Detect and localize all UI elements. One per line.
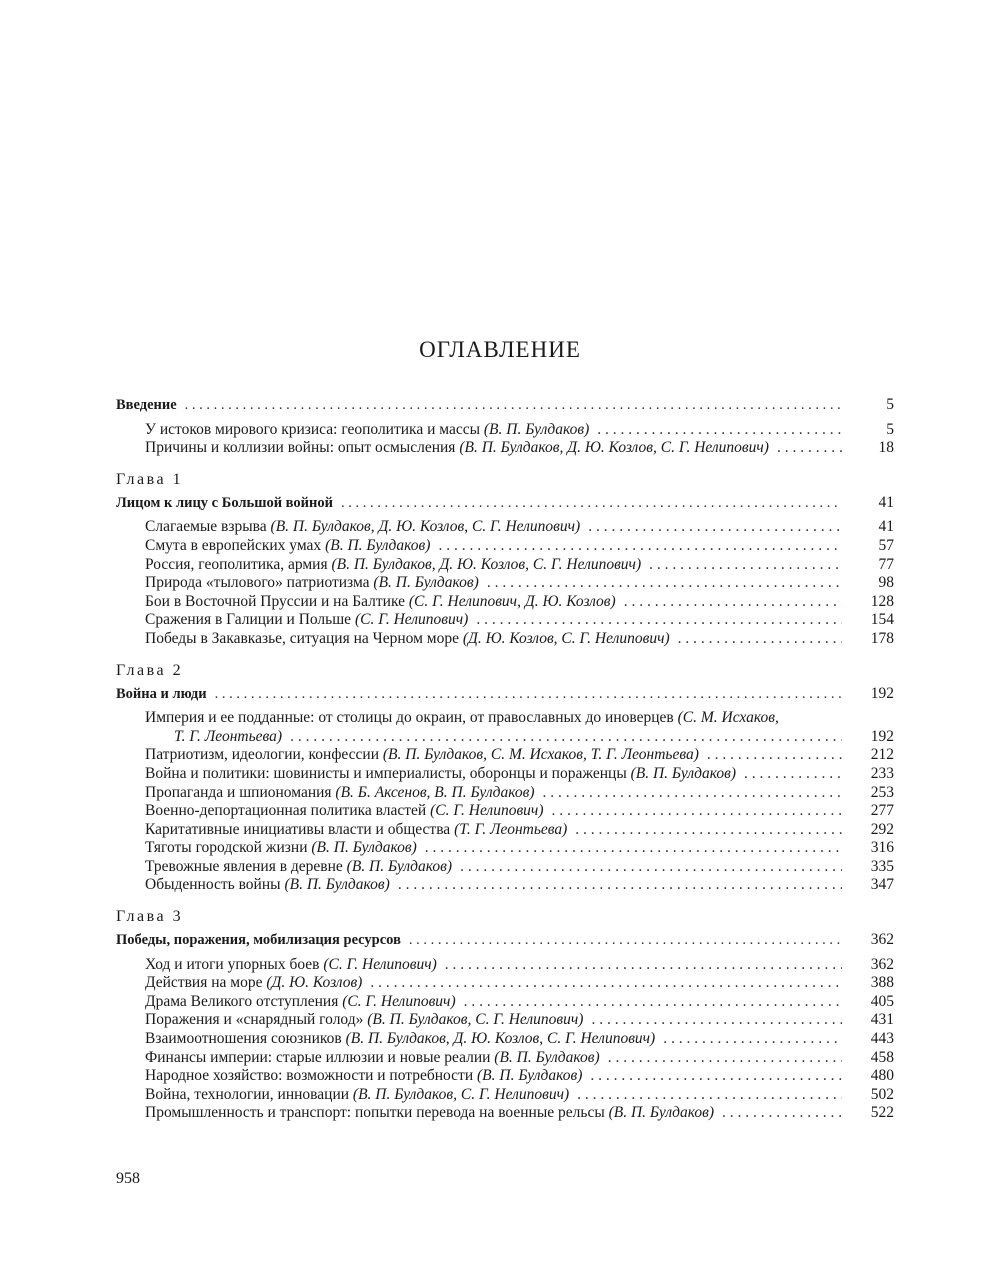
page-ref: 362 [870, 931, 894, 949]
toc-entry[interactable] [116, 1030, 894, 1049]
entry-title [145, 746, 699, 765]
entry-title [145, 439, 769, 458]
entry-title [145, 784, 535, 803]
page-ref: 443 [870, 1030, 894, 1048]
entry-title-text: Тяготы городской жизни [145, 839, 308, 857]
page-ref: 41 [878, 493, 894, 511]
dot-leader [591, 1011, 842, 1030]
toc-entry[interactable] [116, 611, 894, 630]
entry-authors: (Д. Ю. Козлов) [266, 974, 363, 992]
entry-title [145, 821, 567, 840]
dot-leader [663, 1030, 842, 1049]
dot-leader [649, 556, 842, 575]
entry-authors: (В. П. Булдаков, С. М. Исхаков, Т. Г. Леонтьева) [382, 746, 699, 764]
entry-title [145, 1086, 569, 1105]
table-of-contents [116, 396, 894, 1123]
toc-entry[interactable] [116, 556, 894, 575]
page-ref: 458 [870, 1048, 894, 1066]
dot-leader [290, 728, 842, 747]
section-title: Лицом к лицу с Большой войной [116, 494, 333, 511]
toc-entry[interactable] [116, 1011, 894, 1030]
entry-authors: (В. П. Булдаков, Д. Ю. Козлов, С. Г. Нелипович) [345, 1030, 656, 1048]
entry-title [145, 1011, 583, 1030]
entry-authors: (В. П. Булдаков) [483, 420, 590, 438]
entry-title-text: Поражения и «снарядный голод» [145, 1011, 364, 1029]
page-ref: 253 [870, 783, 894, 801]
toc-entry[interactable] [116, 765, 894, 784]
entry-authors: (В. П. Булдаков) [630, 764, 736, 782]
entry-authors: (В. П. Булдаков, С. Г. Нелипович) [352, 1085, 570, 1103]
entry-title [145, 611, 468, 630]
entry-title [145, 1104, 714, 1123]
entry-authors: Т. Г. Леонтьева) [174, 727, 283, 745]
entry-title-text: Промышленность и транспорт: попытки перевода на военные рельсы [145, 1104, 605, 1122]
entry-authors: (Д. Ю. Козлов, С. Г. Нелипович) [462, 629, 670, 647]
entry-title [145, 1049, 600, 1068]
dot-leader [707, 746, 842, 765]
dot-leader [185, 396, 842, 415]
entry-authors: (В. Б. Аксенов, В. П. Булдаков) [335, 783, 535, 801]
entry-authors: (В. П. Булдаков, Д. Ю. Козлов, С. Г. Нелипович) [270, 518, 581, 536]
entry-authors: (В. П. Булдаков, Д. Ю. Козлов, С. Г. Нелипович) [459, 439, 769, 457]
entry-title [145, 876, 390, 895]
page-ref: 178 [870, 629, 894, 647]
toc-entry[interactable] [116, 858, 894, 877]
dot-leader [487, 574, 842, 593]
entry-title-text: Взаимоотношения союзников [145, 1030, 342, 1048]
page-ref: 405 [870, 992, 894, 1010]
dot-leader [588, 518, 842, 537]
toc-entry[interactable] [116, 574, 894, 593]
entry-authors-cont [174, 728, 282, 747]
entry-title-text: Слагаемые взрыва [145, 518, 267, 536]
entry-authors: (С. Г. Нелипович) [430, 802, 544, 820]
entry-title [145, 574, 479, 593]
entry-title-text: Действия на море [145, 974, 263, 992]
section-heading[interactable] [116, 931, 894, 950]
entry-title [145, 1030, 655, 1049]
toc-entry[interactable] [116, 630, 894, 649]
toc-entry[interactable] [116, 439, 894, 458]
entry-authors: (В. П. Булдаков, С. Г. Нелипович) [367, 1011, 584, 1029]
entry-title-text: Сражения в Галиции и Польше [145, 611, 352, 629]
dot-leader [425, 839, 842, 858]
dot-leader [409, 931, 842, 950]
entry-title-text: Военно-депортационная политика властей [145, 802, 427, 820]
page-ref: 18 [878, 439, 894, 457]
entry-title [145, 709, 779, 728]
dot-leader [624, 593, 842, 612]
toc-entry[interactable] [116, 784, 894, 803]
page-ref: 154 [870, 611, 894, 629]
entry-title-text: Ход и итоги упорных боев [145, 955, 320, 973]
page-ref: 5 [886, 396, 894, 413]
entry-title-text: Природа «тылового» патриотизма [145, 574, 370, 592]
entry-authors: (В. П. Булдаков) [325, 536, 431, 554]
entry-authors: (В. П. Булдаков) [477, 1067, 583, 1085]
toc-entry[interactable] [116, 518, 894, 537]
entry-title-text: Обыденность войны [145, 876, 281, 894]
toc-entry[interactable] [116, 876, 894, 895]
entry-title-text: Россия, геополитика, армия [145, 555, 328, 573]
entry-title-text: У истоков мирового кризиса: геополитика и массы [145, 420, 481, 438]
dot-leader [597, 421, 842, 440]
page-ref: 128 [870, 592, 894, 610]
entry-title [145, 518, 580, 537]
entry-authors: (В. П. Булдаков) [373, 574, 479, 592]
page-ref: 316 [870, 839, 894, 857]
entry-title-text: Патриотизм, идеологии, конфессии [145, 746, 379, 764]
page-ref: 431 [870, 1011, 894, 1029]
entry-authors: (В. П. Булдаков) [494, 1048, 600, 1066]
toc-entry[interactable] [116, 821, 894, 840]
page-ref: 522 [870, 1104, 894, 1122]
entry-title [145, 421, 589, 440]
page-ref: 388 [870, 974, 894, 992]
entry-authors: (В. П. Булдаков, Д. Ю. Козлов, С. Г. Нелипович) [331, 555, 642, 573]
dot-leader [575, 821, 842, 840]
entry-authors: (В. П. Булдаков) [346, 857, 453, 875]
section-title: Победы, поражения, мобилизация ресурсов [116, 932, 401, 949]
toc-entry[interactable] [116, 1067, 894, 1086]
entry-title [145, 765, 736, 784]
toc-entry[interactable] [116, 1104, 894, 1123]
page-ref: 233 [870, 764, 894, 782]
entry-title [145, 858, 452, 877]
page-number: 958 [116, 1170, 140, 1187]
page-ref: 347 [870, 876, 894, 894]
toc-entry[interactable] [116, 993, 894, 1012]
dot-leader [608, 1049, 842, 1068]
dot-leader [722, 1104, 842, 1123]
dot-leader [438, 537, 842, 556]
section-heading[interactable] [116, 396, 894, 415]
toc-entry[interactable] [116, 421, 894, 440]
entry-title [145, 630, 670, 649]
page-ref: 502 [870, 1085, 894, 1103]
entry-title-text: Финансы империи: старые иллюзии и новые реалии [145, 1048, 491, 1066]
entry-authors: (В. П. Булдаков) [608, 1104, 714, 1122]
entry-title-text: Каритативные инициативы власти и общества [145, 820, 451, 838]
dot-leader [577, 1086, 842, 1105]
entry-title [145, 974, 362, 993]
page-ref: 57 [878, 536, 894, 554]
entry-authors: (С. Г. Нелипович) [342, 992, 456, 1010]
entry-title [145, 537, 430, 556]
entry-authors: (С. Г. Нелипович) [354, 611, 469, 629]
toc-entry[interactable] [116, 802, 894, 821]
chapter-label: Глава 1 [116, 470, 184, 488]
entry-title [145, 556, 641, 575]
entry-title-text: Драма Великого отступления [145, 992, 339, 1010]
section-heading[interactable] [116, 494, 894, 513]
entry-authors: (В. П. Булдаков) [311, 839, 417, 857]
dot-leader [445, 956, 842, 975]
entry-title-text: Народное хозяйство: возможности и потребности [145, 1067, 474, 1085]
page-ref: 5 [886, 420, 894, 438]
entry-title-text: Война, технологии, инновации [145, 1085, 350, 1103]
toc-entry[interactable] [116, 974, 894, 993]
dot-leader [460, 858, 842, 877]
entry-authors: (С. М. Исхаков, [677, 709, 779, 727]
section-title: Война и люди [116, 685, 207, 702]
entry-title-text: Смута в европейских умах [145, 536, 322, 554]
toc-entry[interactable] [116, 746, 894, 765]
page-ref: 362 [870, 955, 894, 973]
dot-leader [551, 802, 842, 821]
page-ref: 192 [870, 684, 894, 702]
entry-title-text: Причины и коллизии войны: опыт осмысления [145, 439, 456, 457]
entry-title-text: Бои в Восточной Пруссии и на Балтике [145, 592, 405, 610]
toc-entry[interactable] [116, 537, 894, 556]
entry-authors: (В. П. Булдаков) [284, 876, 390, 894]
toc-entry[interactable] [116, 839, 894, 858]
page-ref: 212 [870, 746, 894, 764]
dot-leader [398, 876, 842, 895]
dot-leader [370, 974, 842, 993]
page-ref: 192 [870, 727, 894, 745]
page-title: ОГЛАВЛЕНИЕ [419, 337, 581, 362]
entry-title [145, 839, 417, 858]
dot-leader [590, 1067, 842, 1086]
chapter-label: Глава 3 [116, 908, 184, 926]
entry-title-text: Пропаганда и шпиономания [145, 783, 332, 801]
page-ref: 77 [878, 555, 894, 573]
entry-title [145, 956, 437, 975]
toc-entry-continuation [116, 728, 894, 747]
dot-leader [777, 439, 842, 458]
chapter-label: Глава 2 [116, 661, 184, 679]
entry-authors: (С. Г. Нелипович, Д. Ю. Козлов) [408, 592, 616, 610]
entry-authors: (С. Г. Нелипович) [323, 955, 437, 973]
entry-title [145, 1067, 582, 1086]
page-ref: 480 [870, 1067, 894, 1085]
dot-leader [476, 611, 842, 630]
toc-entry[interactable] [116, 956, 894, 975]
dot-leader [543, 784, 842, 803]
entry-title-text: Тревожные явления в деревне [145, 857, 343, 875]
entry-title [145, 993, 456, 1012]
page-ref: 98 [878, 574, 894, 592]
entry-title [145, 802, 543, 821]
page-ref: 335 [870, 857, 894, 875]
entry-title-text: Война и политики: шовинисты и империалисты, оборонцы и пораженцы [145, 764, 627, 782]
page-ref: 277 [870, 802, 894, 820]
toc-entry[interactable] [116, 1049, 894, 1068]
entry-authors: (Т. Г. Леонтьева) [454, 820, 568, 838]
toc-entry[interactable] [116, 593, 894, 612]
entry-title [145, 593, 616, 612]
dot-leader [744, 765, 842, 784]
entry-title-text: Победы в Закавказье, ситуация на Черном море [145, 629, 459, 647]
toc-entry[interactable] [116, 709, 894, 728]
entry-title-text: Империя и ее подданные: от столицы до окраин, от православных до иноверцев [145, 709, 674, 727]
dot-leader [215, 685, 842, 704]
dot-leader [464, 993, 842, 1012]
dot-leader [341, 494, 842, 513]
dot-leader [678, 630, 842, 649]
toc-entry[interactable] [116, 1086, 894, 1105]
section-heading[interactable] [116, 685, 894, 704]
page-ref: 41 [878, 518, 894, 536]
section-title: Введение [116, 397, 177, 413]
page-ref: 292 [870, 820, 894, 838]
